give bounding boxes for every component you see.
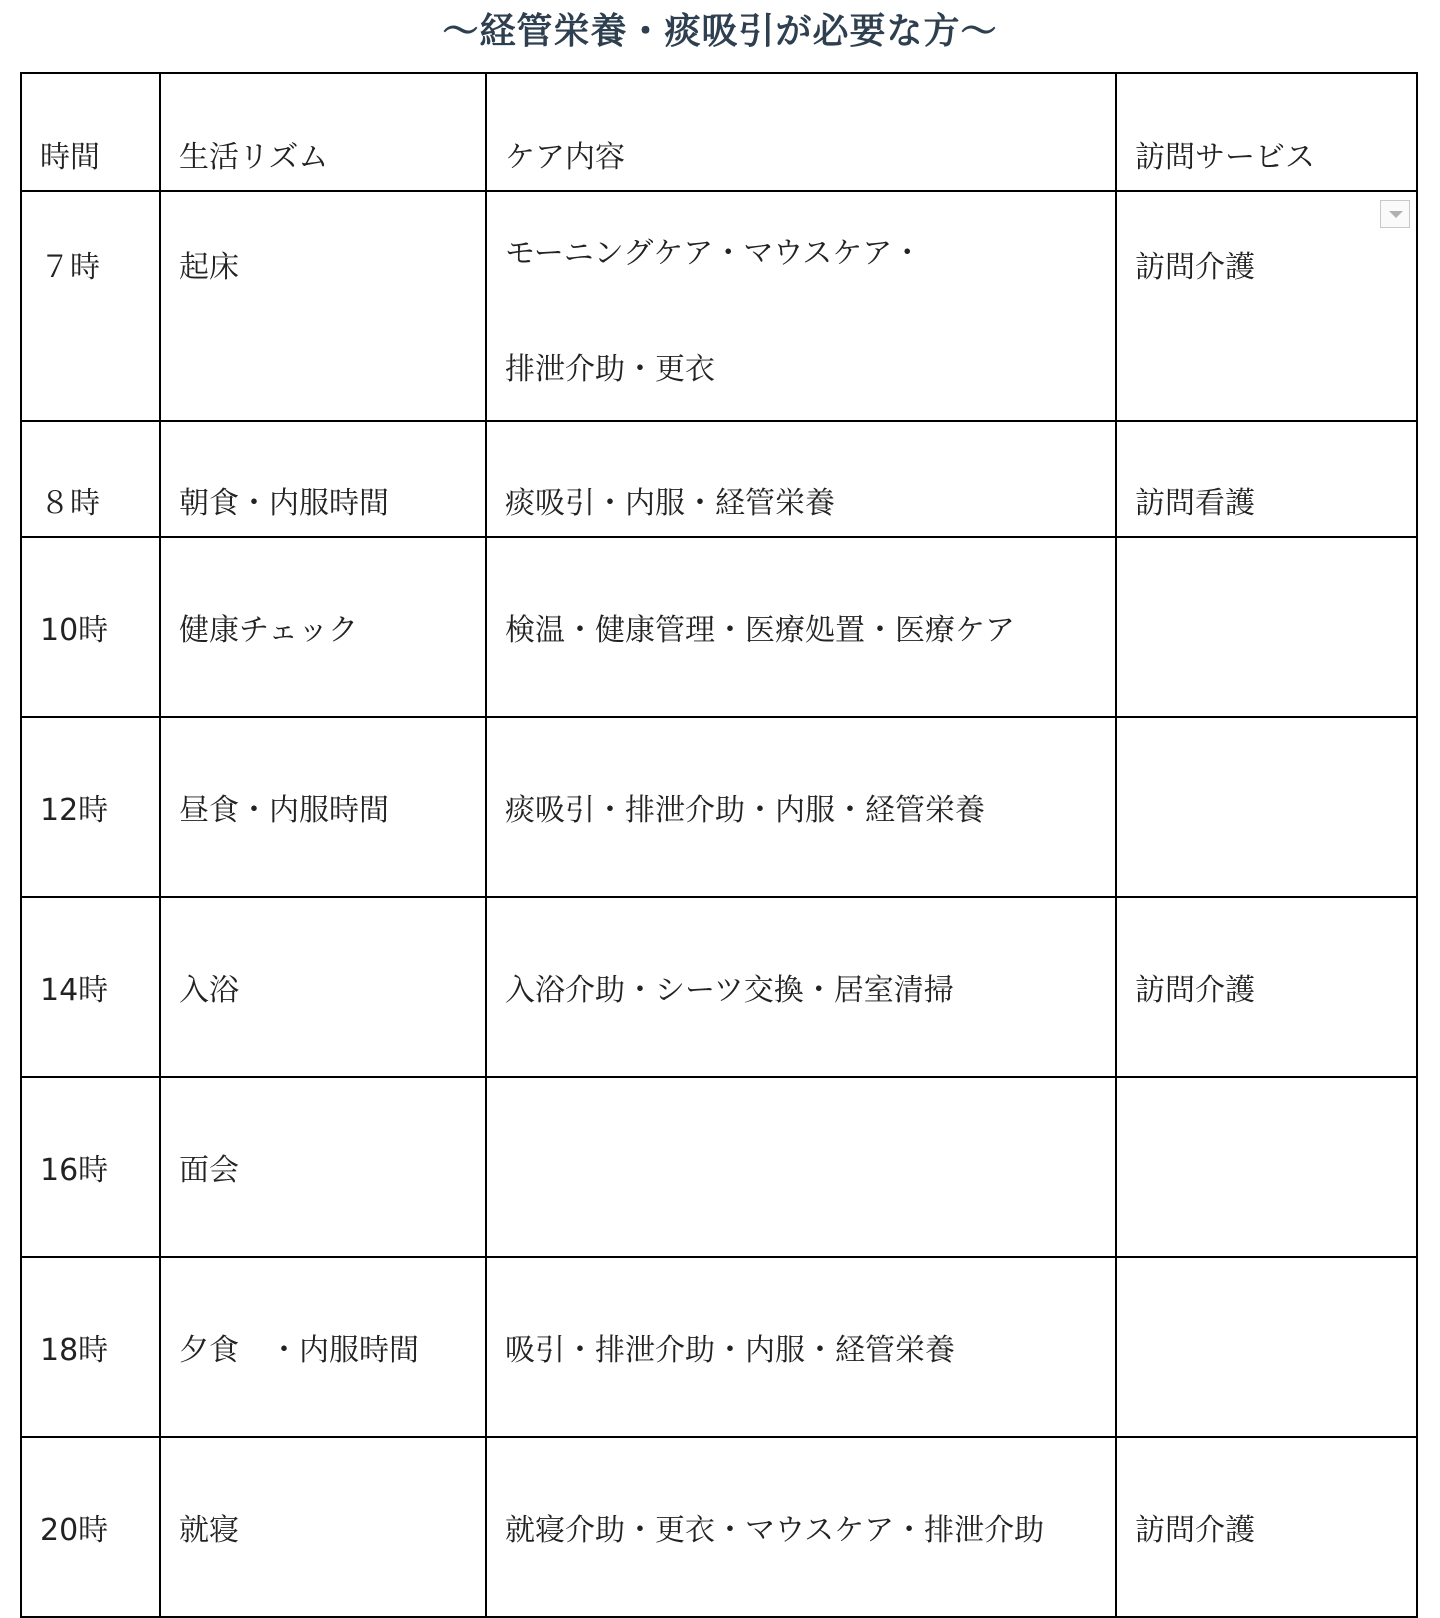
time-cell[interactable]: ７時	[21, 191, 160, 421]
care-cell[interactable]: 痰吸引・排泄介助・内服・経管栄養	[486, 717, 1116, 897]
care-line-2: 排泄介助・更衣	[505, 352, 715, 387]
dropdown-arrow-icon[interactable]	[1380, 200, 1410, 228]
table-header-row	[21, 73, 1417, 191]
table-row	[21, 897, 1417, 1077]
service-cell[interactable]	[1116, 717, 1417, 897]
header-service: 訪問サービス	[1116, 73, 1417, 191]
service-cell[interactable]	[1116, 191, 1417, 421]
care-cell[interactable]	[486, 191, 1116, 421]
time-cell[interactable]: 14時	[21, 897, 160, 1077]
table-row	[21, 1257, 1417, 1437]
time-cell[interactable]: 18時	[21, 1257, 160, 1437]
service-cell[interactable]	[1116, 1257, 1417, 1437]
service-cell[interactable]: 訪問介護	[1116, 1437, 1417, 1617]
care-cell[interactable]: 入浴介助・シーツ交換・居室清掃	[486, 897, 1116, 1077]
care-line-1: モーニングケア・マウスケア・	[505, 236, 923, 271]
rhythm-cell[interactable]: 起床	[160, 191, 486, 421]
time-cell[interactable]: 16時	[21, 1077, 160, 1257]
time-cell[interactable]: 12時	[21, 717, 160, 897]
care-cell[interactable]: 吸引・排泄介助・内服・経管栄養	[486, 1257, 1116, 1437]
rhythm-cell[interactable]: 夕食 ・内服時間	[160, 1257, 486, 1437]
service-text: 訪問介護	[1135, 250, 1255, 285]
care-cell[interactable]: 痰吸引・内服・経管栄養	[486, 421, 1116, 537]
table-row	[21, 717, 1417, 897]
rhythm-cell[interactable]: 朝食・内服時間	[160, 421, 486, 537]
table-row	[21, 1437, 1417, 1617]
rhythm-cell[interactable]: 就寝	[160, 1437, 486, 1617]
header-care: ケア内容	[486, 73, 1116, 191]
rhythm-cell[interactable]: 面会	[160, 1077, 486, 1257]
service-cell[interactable]: 訪問看護	[1116, 421, 1417, 537]
header-rhythm: 生活リズム	[160, 73, 486, 191]
service-cell[interactable]	[1116, 1077, 1417, 1257]
table-row	[21, 191, 1417, 421]
care-cell[interactable]	[486, 1077, 1116, 1257]
page-title: 〜経管栄養・痰吸引が必要な方〜	[442, 11, 998, 52]
care-cell[interactable]: 就寝介助・更衣・マウスケア・排泄介助	[486, 1437, 1116, 1617]
time-cell[interactable]: 20時	[21, 1437, 160, 1617]
rhythm-cell[interactable]: 昼食・内服時間	[160, 717, 486, 897]
rhythm-cell[interactable]: 入浴	[160, 897, 486, 1077]
care-cell[interactable]: 検温・健康管理・医療処置・医療ケア	[486, 537, 1116, 717]
service-cell[interactable]	[1116, 537, 1417, 717]
time-cell[interactable]: 10時	[21, 537, 160, 717]
schedule-table	[20, 72, 1418, 1618]
table-row	[21, 537, 1417, 717]
header-time: 時間	[21, 73, 160, 191]
rhythm-cell[interactable]: 健康チェック	[160, 537, 486, 717]
table-row	[21, 421, 1417, 537]
table-row	[21, 1077, 1417, 1257]
time-cell[interactable]: ８時	[21, 421, 160, 537]
service-cell[interactable]: 訪問介護	[1116, 897, 1417, 1077]
